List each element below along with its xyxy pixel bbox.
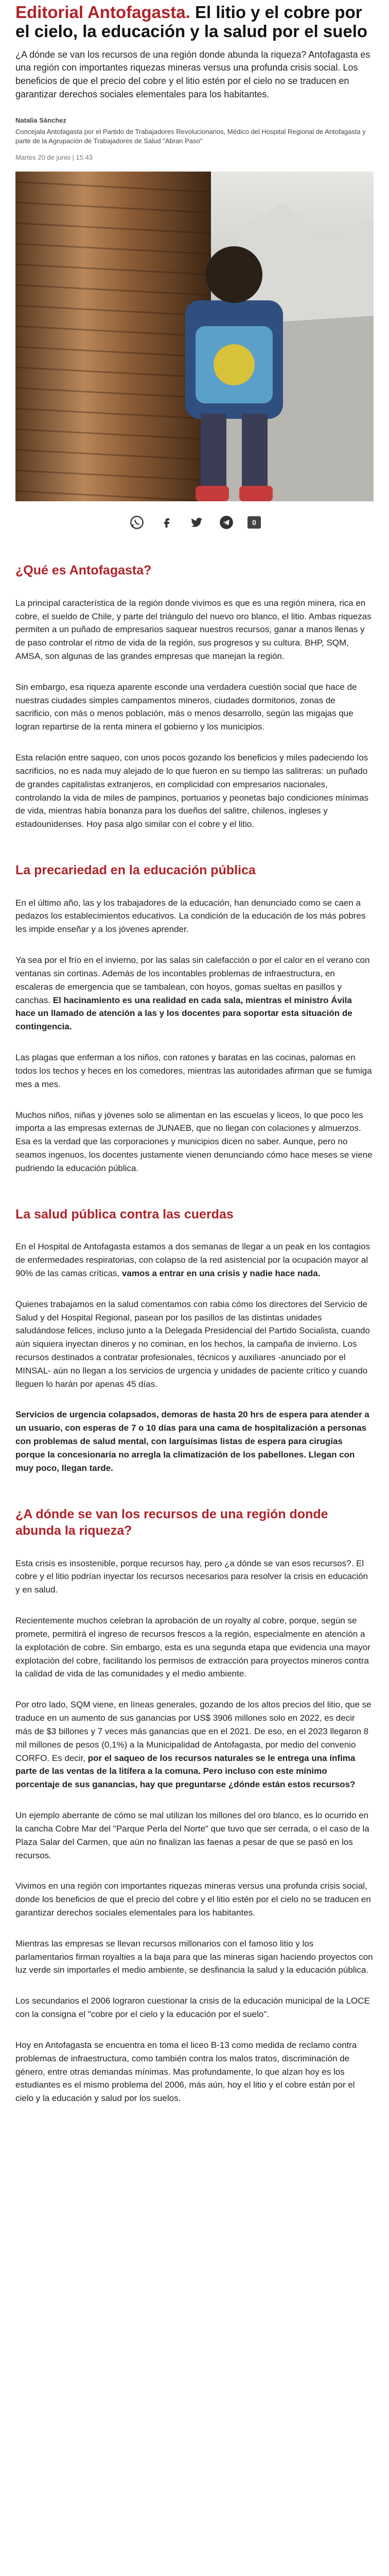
bold-text: Servicios de urgencia colapsados, demoras de hasta 20 hrs de espera para atender a un usuario, con esperas de 7 o 10 días para una cama de hospitalización a personas con problemas de salud mental, con larguísimas listas de espera para cirugías porque la concesionaria no arregla la climatización de los pabellones. Llegan con muy poco, llegan tarde. [15, 1410, 369, 1473]
body-paragraph [15, 1408, 374, 1475]
body-paragraph [15, 1879, 374, 1919]
body-paragraph [15, 1614, 374, 1681]
paragraph-text: Esta relación entre saqueo, con unos pocos gozando los beneficios y miles padeciendo los sacrificios, no es nada muy alejado de lo que fueron en su tiempo las salitreras: un puñado de grandes capitalistas extranjeros, en complicidad con empresarios nacionales, controlando la vida de miles de pampinos, portuarios y peonetas bajo condiciones mínimas de vida, mientras había bonanza para los dueños del salitre, chilenos, ingleses y estadounidenses. Hoy pasa algo similar con el cobre y el litio. [15, 753, 369, 829]
body-paragraph [15, 1109, 374, 1175]
body-paragraph [15, 751, 374, 831]
paragraph-text: En el Hospital de Antofagasta estamos a dos semanas de llegar a un peak en los contagios de enfermedades respiratorias, con colapso de la red asistencial por la ocupación mayor al 90% de las camas críticas, [15, 1242, 370, 1278]
paragraph-text: Recientemente muchos celebran la aprobación de un royalty al cobre, porque, según se promete, permitirá el ingreso de recursos frescos a la región, especialmente en atención a la explotación de cobre. Sin embargo, esta es una segunda etapa que evidencia una mayor explotación del cobre, facilitando los permisos de extracción para proyectos mineros contra la calidad de vida de las comunidades y el medio ambiente. [15, 1616, 370, 1679]
paragraph-text: Quienes trabajamos en la salud comentamos con rabia cómo los directores del Servicio de Salud y del Hospital Regional, pasean por los pasillos de las distintas unidades saludándose felices, incluso junto a la Delegada Presidencial del Partido Socialista, cuando aún siquiera inyectan dineros y no cominan, en los hechos, la campaña de invierno. Los recursos destinados a contratar profesionales, técnicos y auxiliares -anunciado por el MINSAL- aún no llegan a los servicios de urgencia y unidades de paciente crítico y cuando lleguen lo harán por apenas 45 días. [15, 1299, 370, 1389]
paragraph-text: Los secundarios el 2006 lograron cuestionar la crisis de la educación municipal de la LOCE con la consigna el "cobre por el cielo y la educación por el suelo". [15, 1996, 370, 2020]
paragraph-text: Muchos niños, niñas y jóvenes solo se alimentan en las escuelas y liceos, lo que poco les importa a las empresas externas de JUNAEB, que no llegan con colaciones y almuerzos. Esa es la verdad que las corporaciones y municipios dicen no saber. Aunque, pero no seamos ingenuos, los docentes justamente vienen denunciando cómo hace meses se viene pudriendo la educación pública. [15, 1110, 373, 1173]
body-paragraph [15, 1240, 374, 1280]
author-name: Natalia Sánchez [15, 116, 66, 125]
body-paragraph [15, 1557, 374, 1597]
body-paragraph [15, 1051, 374, 1091]
section-heading: ¿A dónde se van los recursos de una región donde abunda la riqueza? [15, 1506, 328, 1538]
author-role: Concejala Antofagasta por el Partido de Trabajadores Revolucionarios, Médico del Hospital Regional de Antofagasta y parte de la Agrupación de Trabajadores de Salud "Abran Paso" [15, 128, 366, 145]
paragraph-text: Hoy en Antofagasta se encuentra en toma el liceo B-13 como medida de reclamo contra problemas de infraestructura, como también contra los malos tratos, discriminación de género, entre otras demandas mínimas. Mas profundamente, lo que alzan hoy es los estudiantes es el mismo problema del 2006, más aún, hoy el litio y el cobre están por el cielo y la educación y salud por los suelos. [15, 2040, 357, 2104]
bold-text: vamos a entrar en una crisis y nadie hace nada. [121, 1268, 321, 1278]
paragraph-text: Sin embargo, esa riqueza aparente esconde una verdadera cuestión social que hace de nuestras ciudades simples campamentos mineros, ciudades dormitorios, zonas de sacrificio, con más o menos población, más o menos desarrollo, según las migajas que logran repartirse de la renta minera el gobierno y los municipios. [15, 682, 357, 732]
body-paragraph [15, 954, 374, 1033]
article-lead: ¿A dónde se van los recursos de una región donde abunda la riqueza? Antofagasta es una región con importantes riquezas mineras versus una profunda crisis social. Los beneficios de que el precio del cobre y el litio estén por el cielo no se traducen en garantizar derechos sociales elementales para los habitantes. [15, 49, 370, 99]
body-paragraph [15, 1937, 374, 1977]
body-paragraph [15, 1298, 374, 1391]
paragraph-text: Ya sea por el frío en el invierno, por las salas sin calefacción o por el calor en el verano con ventanas sin cortinas. Además de los incontables problemas de infraestructura, en escaleras de emergencia que se tambalean, con hoyos, gomas sueltas en pasillos y canchas. [15, 955, 370, 1005]
hero-image [15, 172, 374, 501]
whatsapp-icon[interactable] [128, 514, 146, 531]
body-paragraph [15, 2039, 374, 2105]
article-title-text: El litio y el cobre por el cielo, la educación y la salud por el suelo [15, 3, 368, 41]
article-body [15, 562, 374, 2105]
article-kicker: Editorial Antofagasta. [15, 3, 190, 22]
author-block [15, 116, 374, 145]
paragraph-text: Un ejemplo aberrante de cómo se mal utilizan los millones del oro blanco, es lo ocurrido en la cancha Cobre Mar del "Parque Perla del Norte" que tuvo que ser cerrada, o el caso de la Plaza Salar del Carmen, que aún no finalizan las faenas a pesar de que se pasó en los recursos. [15, 1810, 369, 1860]
paragraph-text: Vivimos en una región con importantes riquezas mineras versus una profunda crisis social, donde los beneficios de que el precio del cobre y el litio estén por el cielo no se traducen en garantizar derechos sociales elementales para los habitantes. [15, 1881, 371, 1918]
paragraph-text: Las plagas que enferman a los niños, con ratones y baratas en las cocinas, palomas en todos los techos y heces en los comedores, mientras las autoridades afirman que se fumiga mes a mes. [15, 1053, 372, 1089]
facebook-icon[interactable] [158, 514, 175, 531]
body-paragraph [15, 597, 374, 663]
article-title [15, 0, 374, 41]
body-paragraph [15, 681, 374, 734]
publish-date: Martes 20 de junio | 15:43 [15, 154, 93, 162]
paragraph-text: Esta crisis es insostenible, porque recursos hay, pero ¿a dónde se van esos recursos?. El cobre y el litio podrían inyectar los recursos necesarios para resolver la crisis en educación y en salud. [15, 1558, 368, 1595]
paragraph-text: Mientras las empresas se llevan recursos millonarios con el famoso litio y los parlamentarios firman royalties a la baja para que las mineras sigan haciendo proyectos con luz verde sin importarles el medio ambiente, se desfinancia la salud y la educación pública. [15, 1938, 373, 1975]
paragraph-text: La principal característica de la región donde vivimos es que es una región minera, rica en cobre, el sueldo de Chile, y parte del triángulo del nuevo oro blanco, el litio. Ambas riquezas permiten a un puñado de empresarios saquear nuestros recursos, ganar a manos llenas y de paso controlar el ritmo de vida de la región, sus progresos y su cultura. BHP, SQM, AMSA, son algunas de las grandes empresas que manejan la región. [15, 598, 372, 661]
body-paragraph [15, 1809, 374, 1862]
body-paragraph [15, 1698, 374, 1791]
bold-text: por el saqueo de los recursos naturales se le entrega una ínfima parte de las ventas de la litífera a la comuna. Pero incluso con este mínimo porcentaje de sus ganancias, hay que preguntarse ¿dónde están estos recursos? [15, 1753, 356, 1790]
twitter-icon[interactable] [188, 514, 205, 531]
bold-text: El hacinamiento es una realidad en cada sala, mientras el ministro Ávila hace un llamado de atención a las y los docentes para soportar esta situación de contingencia. [15, 995, 352, 1032]
paragraph-text: En el último año, las y los trabajadores de la educación, han denunciado como se caen a pedazos los establecimientos educativos. La condición de la educación de los más pobres les impide enseñar y a los jóvenes aprender. [15, 897, 366, 935]
share-bar [15, 514, 374, 531]
paragraph-text: Por otro lado, SQM viene, en líneas generales, gozando de los altos precios del litio, que se traduce en un aumento de sus ganancias por US$ 3906 millones solo en 2022, es decir más de $3 billones y 7 veces más ganancias que en el 2021. De eso, en el 2023 llegaron 8 mil millones de pesos (0,1%) a la Municipalidad de Antofagasta, por medio del convenio CORFO. Es decir, [15, 1700, 372, 1763]
body-paragraph [15, 1994, 374, 2021]
section-heading: La precariedad en la educación pública [15, 863, 256, 878]
section-heading: ¿Qué es Antofagasta? [15, 563, 152, 578]
comment-count-badge[interactable]: 0 [247, 516, 261, 529]
telegram-icon[interactable] [218, 514, 235, 531]
section-heading: La salud pública contra las cuerdas [15, 1207, 234, 1222]
body-paragraph [15, 896, 374, 936]
